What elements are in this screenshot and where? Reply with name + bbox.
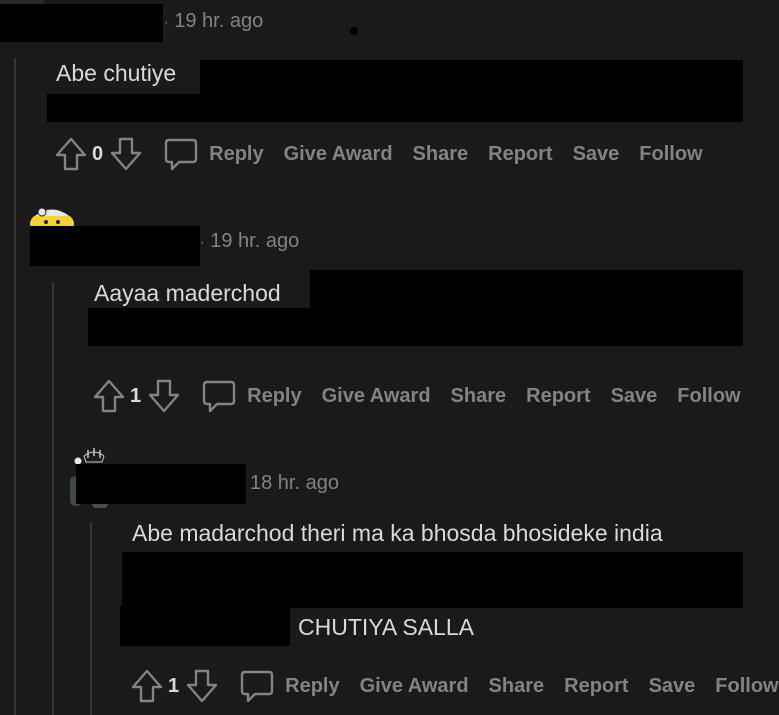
comment-timestamp[interactable] <box>164 10 263 33</box>
vote-score: 1 <box>168 674 180 697</box>
timestamp-text: 18 hr. ago <box>250 472 339 494</box>
follow-button[interactable]: Follow <box>639 142 703 165</box>
speech-bubble-icon <box>201 378 237 414</box>
comment-body: Abe madarchod theri ma ka bhosda bhosideke india <box>132 520 663 546</box>
follow-button[interactable]: Follow <box>677 384 741 407</box>
vote-score: 1 <box>130 384 142 407</box>
redacted-text-block <box>120 606 290 646</box>
comment-action-bar <box>130 666 779 706</box>
save-button[interactable]: Save <box>610 384 658 407</box>
redacted-text-block <box>47 94 743 122</box>
downvote-icon[interactable] <box>185 668 219 704</box>
reply-label: Reply <box>209 142 264 165</box>
redacted-username <box>0 4 163 42</box>
reply-button[interactable] <box>201 378 301 414</box>
report-button[interactable]: Report <box>488 142 553 165</box>
reply-label: Reply <box>247 384 302 407</box>
upvote-icon[interactable] <box>54 136 88 172</box>
thread-line-3[interactable] <box>90 522 92 715</box>
comment-action-bar <box>92 376 741 416</box>
give-award-button[interactable]: Give Award <box>283 142 393 165</box>
share-button[interactable]: Share <box>412 142 469 165</box>
comment-body-line-2: CHUTIYA SALLA <box>298 614 474 640</box>
redacted-username <box>30 226 200 266</box>
upvote-icon[interactable] <box>92 378 126 414</box>
meta-separator: · <box>200 233 205 250</box>
report-button[interactable]: Report <box>526 384 591 407</box>
give-award-button[interactable]: Give Award <box>359 674 469 697</box>
redacted-text-block <box>310 270 743 310</box>
downvote-icon[interactable] <box>147 378 181 414</box>
comment-body: Abe chutiye <box>56 60 177 86</box>
share-button[interactable]: Share <box>450 384 507 407</box>
thread-line-1[interactable] <box>14 58 16 715</box>
timestamp-text: 19 hr. ago <box>210 230 300 252</box>
share-button[interactable]: Share <box>488 674 545 697</box>
save-button[interactable]: Save <box>572 142 620 165</box>
reply-button[interactable] <box>239 668 339 704</box>
redacted-text-block <box>88 308 743 346</box>
speech-bubble-icon <box>163 136 199 172</box>
report-button[interactable]: Report <box>564 674 629 697</box>
comment-timestamp[interactable] <box>200 230 299 253</box>
timestamp-text: 19 hr. ago <box>174 10 264 32</box>
reply-button[interactable] <box>163 136 263 172</box>
follow-button[interactable]: Follow <box>715 674 779 697</box>
save-button[interactable]: Save <box>648 674 696 697</box>
stray-dot <box>350 27 358 35</box>
meta-separator: · <box>164 13 169 30</box>
downvote-icon[interactable] <box>109 136 143 172</box>
redacted-username <box>76 464 246 504</box>
redacted-text-block <box>122 552 743 608</box>
comment-body: Aayaa maderchod <box>94 280 281 306</box>
comment-timestamp[interactable] <box>250 472 339 495</box>
thread-line-2[interactable] <box>52 282 54 715</box>
comment-action-bar <box>54 134 703 174</box>
speech-bubble-icon <box>239 668 275 704</box>
give-award-button[interactable]: Give Award <box>321 384 431 407</box>
redacted-text-block <box>200 60 743 96</box>
upvote-icon[interactable] <box>130 668 164 704</box>
vote-score: 0 <box>92 142 104 165</box>
reply-label: Reply <box>285 674 340 697</box>
